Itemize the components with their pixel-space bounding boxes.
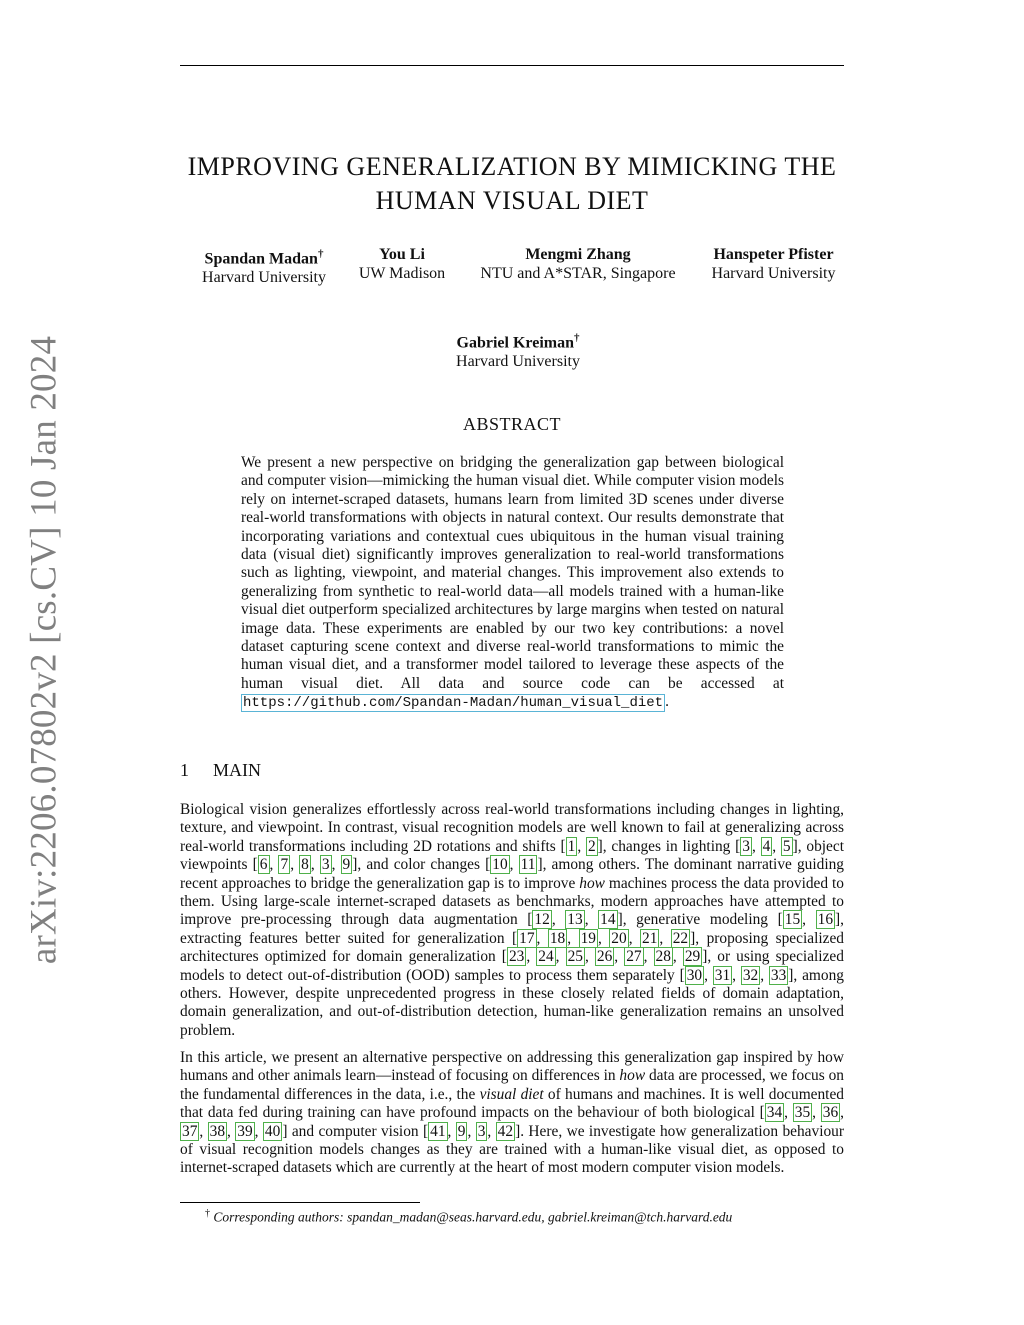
- para-text: ], object viewpoints [: [180, 837, 844, 874]
- citation-link[interactable]: 8: [301, 856, 309, 874]
- author-name: Gabriel Kreiman: [456, 334, 574, 352]
- author-affiliation: NTU and A*STAR, Singapore: [480, 265, 676, 282]
- author-affiliation: UW Madison: [358, 265, 446, 282]
- citation-link[interactable]: 30: [686, 966, 703, 984]
- citation-link[interactable]: 18: [549, 929, 566, 947]
- para-text: ], or using specialized models to detect out-of-distribution (OOD) samples to process them separately [: [180, 948, 844, 984]
- citation-link[interactable]: 7: [280, 856, 289, 874]
- author-name: Spandan Madan: [204, 250, 318, 268]
- citation-link[interactable]: 19: [580, 929, 596, 947]
- citation-link[interactable]: 14: [600, 911, 616, 929]
- abstract-end: .: [665, 693, 669, 711]
- emphasis: how: [579, 874, 605, 892]
- author-1: [180, 245, 348, 287]
- abstract-text: We present a new perspective on bridging the generalization gap between biological and computer vision—mimicking the human visual diet. While computer vision models rely on internet-scraped datasets, humans learn from limited 3D scenes under diverse real-world transformations with objects in natural context. Our results demonstrate that incorporating variations and contextual cues ubiquitous in the human visual training data (visual diet) significantly improves generalization to real-world transformations such as lighting, viewpoint, and material changes. This improvement also extends to generalizing from synthetic to real-world data—all models trained with a human-like visual diet outperform specialized architectures by large margins when tested on natural image data. These experiments are enabled by our two key contributions: a novel dataset capturing scene context and diverse real-world transformations to mimic the human visual diet, and a transformer model tailored to leverage these aspects of the human visual diet. All data and source code can be accessed at: [241, 454, 784, 692]
- citation-link[interactable]: 37: [182, 1122, 198, 1140]
- paragraph-1: Biological vision generalizes effortlessly across real-world transformations including changes in lighting, texture, and viewpoint. In contrast, visual recognition models are well known to fail at generalizing across real-world transformations including 2D rotations and shifts [ 1 , 2 ], changes in lighting [ 3 , 4 , 5 ], object viewpoints [ 6 , 7 , 8 , 3 , 9 ], and color changes [ 10 , 11 ], among others. The dominant narrative guiding recent approaches to bridge the generalization gap is to improve how machines process the data provided to them. Using large-scale internet-scraped datasets as benchmarks, modern approaches have attempted to improve pre-processing through data augmentation [ 12 , 13 , 14 ], generative modeling [ 15 , 16 ], extracting features better suited for generalization [ 17 , 18 , 19 , 20 , 21 , 22 ], proposing specialized architectures optimized for domain generalization [ 23 , 24 , 25 , 26 , 27 , 28 , 29 ], or using specialized models to detect out-of-distribution (OOD) samples to process them separately [ 30 , 31 , 32 , 33 ], among others. However, despite unprecedented progress in these closely related fields of domain adaptation, domain generalization, and out-of-distribution detection, human-like generalization remains an unsolved problem.: [180, 801, 845, 1039]
- citation-link[interactable]: 42: [497, 1122, 514, 1140]
- para-text: ], extracting features better suited for generalization [: [180, 911, 845, 947]
- citation-link[interactable]: 6: [259, 856, 268, 874]
- citation-link[interactable]: 38: [209, 1122, 226, 1140]
- citation-link[interactable]: 3: [742, 837, 750, 855]
- citation-link[interactable]: 21: [642, 929, 658, 947]
- para-text: ], among others. The dominant narrative guiding recent approaches to bridge the generalization gap is to improve: [180, 856, 845, 892]
- citation-link[interactable]: 4: [762, 837, 771, 855]
- citation-link[interactable]: 33: [770, 966, 787, 984]
- citation-link[interactable]: 28: [655, 948, 671, 966]
- author-5: [412, 329, 624, 371]
- footnote-mark: †: [205, 1208, 210, 1219]
- citation-link[interactable]: 9: [457, 1122, 466, 1140]
- author-affiliation: Harvard University: [711, 265, 836, 282]
- paragraph-2: In this article, we present an alternative perspective on addressing this generalization gap inspired by how humans and other animals learn—instead of focusing on differences in how data are processed, we focus on the fundamental differences in the data, i.e., the visual diet of humans and machines. It is well documented that data fed during training can have profound impacts on the behaviour of both biological [ 34 , 35 , 36 , 37 , 38 , 39 , 40 ] and computer vision [ 41 , 9 , 3 , 42 ]. Here, we investigate how generalization behaviour of visual recognition models changes as they are trained with a human-like visual diet, as opposed to internet-scraped datasets which are currently at the heart of most modern computer vision models.: [180, 1049, 844, 1177]
- citation-link[interactable]: 9: [342, 856, 351, 874]
- para-text: ], proposing specialized architectures optimized for domain generalization [: [180, 929, 844, 966]
- header-rule: [180, 65, 844, 66]
- arxiv-stamp[interactable]: arXiv:2206.07802v2 [cs.CV] 10 Jan 2024: [23, 335, 65, 965]
- citation-link[interactable]: 35: [794, 1104, 811, 1122]
- footnote: [205, 1208, 732, 1226]
- footnote-text: Corresponding authors: spandan_madan@seas.harvard.edu, gabriel.kreiman@tch.harvard.edu: [213, 1209, 733, 1225]
- citation-link[interactable]: 32: [742, 966, 759, 984]
- author-mark: †: [573, 332, 580, 344]
- citation-link[interactable]: 17: [519, 929, 535, 947]
- abstract-body: [241, 454, 784, 713]
- citation-link[interactable]: 10: [492, 856, 508, 874]
- para-text: ], among others. However, despite unprecedented progress in these closely related fields of domain adaptation, domain generalization, and out-of-distribution detection, human-like generalization remains an unsolved problem.: [180, 966, 844, 1039]
- citation-link[interactable]: 15: [784, 911, 801, 929]
- citation-link[interactable]: 24: [538, 948, 554, 966]
- citation-link[interactable]: 29: [684, 948, 701, 966]
- emphasis: how: [619, 1067, 646, 1085]
- citation-link[interactable]: 26: [596, 948, 613, 966]
- para-text: ], changes in lighting [: [597, 837, 741, 855]
- author-affiliation: Harvard University: [202, 269, 326, 287]
- abstract-heading: ABSTRACT: [462, 414, 562, 434]
- citation-link[interactable]: 3: [477, 1122, 486, 1140]
- citation-link[interactable]: 11: [520, 856, 536, 874]
- emphasis: visual diet: [479, 1085, 544, 1103]
- github-link[interactable]: https://github.com/Spandan-Madan/human_visual_diet: [243, 695, 664, 712]
- citation-link[interactable]: 3: [321, 856, 330, 874]
- para-text: ], generative modeling [: [617, 911, 783, 929]
- citation-link[interactable]: 31: [714, 966, 731, 984]
- citation-link[interactable]: 23: [508, 948, 525, 966]
- section-title: MAIN: [213, 760, 261, 780]
- author-name: You Li: [379, 246, 425, 263]
- citation-link[interactable]: 25: [567, 948, 583, 966]
- author-affiliation: Harvard University: [456, 353, 580, 371]
- citation-link[interactable]: 40: [264, 1122, 281, 1140]
- citation-link[interactable]: 39: [237, 1122, 253, 1140]
- para-text: In this article, we present an alternative perspective on addressing this generalization gap inspired by how humans and other animals learn—instead of focusing on differences in: [180, 1049, 844, 1085]
- citation-link[interactable]: 34: [766, 1104, 783, 1122]
- author-2: [352, 245, 452, 283]
- author-mark: †: [317, 248, 324, 260]
- citation-link[interactable]: 36: [822, 1104, 839, 1122]
- citation-link[interactable]: 5: [782, 837, 791, 855]
- citation-link[interactable]: 1: [567, 837, 576, 855]
- para-text: ]. Here, we investigate how generalization behaviour of visual recognition models changes as they are trained with a human-like visual diet, as opposed to internet-scraped datasets which are currently at the heart of most modern computer vision models.: [180, 1122, 844, 1177]
- para-text: machines process the data provided to them. Using large-scale internet-scraped datasets as benchmarks, modern approaches have attempted to improve pre-processing through data augmentation [: [180, 874, 845, 929]
- citation-link[interactable]: 2: [587, 837, 596, 855]
- footnote-rule: [180, 1202, 420, 1203]
- citation-link[interactable]: 41: [430, 1122, 446, 1140]
- author-name: Mengmi Zhang: [525, 246, 631, 263]
- citation-link[interactable]: 22: [672, 929, 689, 947]
- author-name: Hanspeter Pfister: [713, 246, 834, 263]
- citation-link[interactable]: 27: [626, 948, 642, 966]
- citation-link[interactable]: 16: [817, 911, 834, 929]
- author-3: [470, 245, 686, 283]
- para-text: Biological vision generalizes effortlessly across real-world transformations including changes in lighting, texture, and viewpoint. In contrast, visual recognition models are well known to fail at generalizing across real-world transformations including 2D rotations and shifts [: [180, 801, 844, 855]
- para-text: of humans and machines. It is well documented that data fed during training can have profound impacts on the behaviour of both biological [: [180, 1085, 844, 1122]
- citation-link[interactable]: 20: [611, 929, 627, 947]
- para-text: ] and computer vision [: [282, 1122, 429, 1140]
- citation-link[interactable]: 13: [567, 911, 583, 929]
- author-4: [703, 245, 844, 283]
- para-text: data are processed, we focus on the fundamental differences in the data, i.e., the: [180, 1067, 844, 1103]
- section-heading: [180, 760, 261, 781]
- para-text: ], and color changes [: [352, 856, 491, 874]
- section-number: 1: [180, 760, 189, 780]
- citation-link[interactable]: 12: [534, 911, 550, 929]
- paper-title: IMPROVING GENERALIZATION BY MIMICKING THE HUMAN VISUAL DIET: [187, 152, 837, 215]
